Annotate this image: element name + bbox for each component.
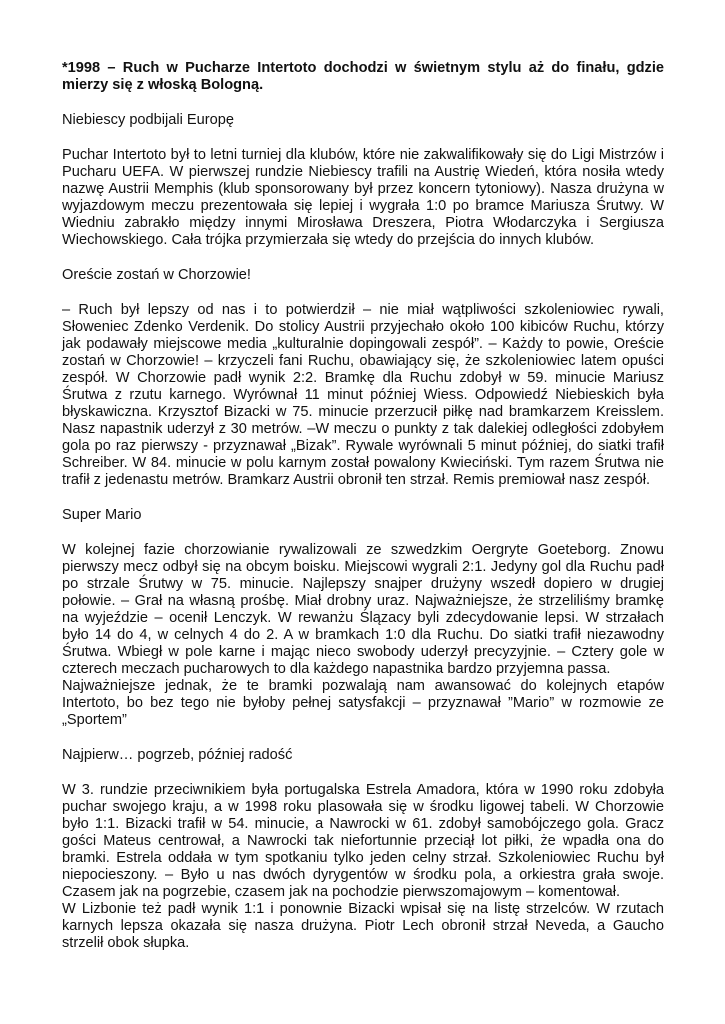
paragraph-oergryte-matches: W kolejnej fazie chorzowianie rywalizowali ze szwedzkim Oergryte Goeteborg. Znowu pierwszy mecz odbył się na obcym boisku. Miejscowi wygrali 2:1. Jedyny gol dla Ruchu padł po strzale Śrutwy w 75. minucie. Najlepszy snajper drużyny wszedł dopiero w drugiej połowie. – Grał na własną prośbę. Miał drobny uraz. Najważniejsze, że strzeliliśmy bramkę na wyjeździe – ocenił Lenczyk. W rewanżu Ślązacy byli zdecydowanie lepsi. W strzałach było 14 do 4, w celnych 4 do 2. A w bramkach 1:0 dla Ruchu. Do siatki trafił niezawodny Śrutwa. Wbiegł w pole karne i mając nieco swobody uderzył precyzyjnie. – Cztery gole w czterech meczach pucharowych to dla każdego napastnika bardzo przyjemna passa. [62, 542, 664, 677]
section-heading-orescie: Oreście zostań w Chorzowie! [62, 267, 251, 283]
section-heading-pogrzeb: Najpierw… pogrzeb, później radość [62, 747, 293, 763]
paragraph-estrela-lizbona: W Lizbonie też padł wynik 1:1 i ponownie Bizacki wpisał się na listę strzelców. W rzutach karnych lepsza okazała się nasza drużyna. Piotr Lech obronił strzał Neveda, a Gaucho strzelił obok słupka. [62, 901, 664, 951]
document-page [62, 60, 664, 970]
article-headline: *1998 – Ruch w Pucharze Intertoto dochodzi w świetnym stylu aż do finału, gdzie mierzy się z włoską Bologną. [62, 60, 664, 93]
section-heading-niebiescy: Niebiescy podbijali Europę [62, 112, 234, 128]
paragraph-austria-matches: – Ruch był lepszy od nas i to potwierdził – nie miał wątpliwości szkoleniowiec rywali, Słoweniec Zdenko Verdenik. Do stolicy Austrii przyjechało około 100 kibiców Ruchu, którzy jak podawały miejscowe media „kulturalnie dopingowali zespół”. – Każdy to powie, Oreście zostań w Chorzowie! – krzyczeli fani Ruchu, obawiający się, że szkoleniowiec latem opuści zespół. W Chorzowie padł wynik 2:2. Bramkę dla Ruchu zdobył w 59. minucie Mariusz Śrutwa z rzutu karnego. Wyrównał 11 minut później Wiess. Odpowiedź Niebieskich była błyskawiczna. Krzysztof Bizacki w 75. minucie przerzucił piłkę nad bramkarzem Kreisslem. Nasz napastnik uderzył z 30 metrów. –W meczu o punkty z tak dalekiej odległości zdobyłem gola po raz pierwszy - przyznawał „Bizak”. Rywale wyrównali 5 minut później, do siatki trafił Schreiber. W 84. minucie w polu karnym został powalony Kwieciński. Tym razem Śrutwa nie trafił z jedenastu metrów. Bramkarz Austrii obronił ten strzał. Remis premiował nasz zespół. [62, 302, 664, 488]
paragraph-intertoto-intro: Puchar Intertoto był to letni turniej dla klubów, które nie zakwalifikowały się do Ligi Mistrzów i Pucharu UEFA. W pierwszej rundzie Niebiescy trafili na Austrię Wiedeń, która nosiła wtedy nazwę Austrii Memphis (klub sponsorowany był przez koncern tytoniowy). Nasza drużyna w wyjazdowym meczu prezentowała się lepiej i wygrała 1:0 po bramce Mariusza Śrutwy. W Wiedniu zabrakło między innymi Mirosława Dreszera, Piotra Włodarczyka i Sergiusza Wiechowskiego. Cała trójka przymierzała się wtedy do przejścia do innych klubów. [62, 147, 664, 248]
paragraph-mario-quote: Najważniejsze jednak, że te bramki pozwalają nam awansować do kolejnych etapów Intertoto, bo bez tego nie byłoby pełnej satysfakcji – przyznawał ”Mario” w rozmowie ze „Sportem” [62, 678, 664, 728]
section-heading-super-mario: Super Mario [62, 507, 142, 523]
paragraph-estrela-chorzow: W 3. rundzie przeciwnikiem była portugalska Estrela Amadora, która w 1990 roku zdobyła puchar swojego kraju, a w 1998 roku plasowała się w środku ligowej tabeli. W Chorzowie było 1:1. Bizacki trafił w 54. minucie, a Nawrocki w 61. zdobył samobójczego gola. Gracz gości Mateus centrował, a Nawrocki tak niefortunnie przeciął lot piłki, że wpadła ona do bramki. Estrela oddała w tym spotkaniu tylko jeden celny strzał. Szkoleniowiec Ruchu był niepocieszony. – Było u nas dwóch dyrygentów w środku pola, a orkiestra grała swoje. Czasem jak na pogrzebie, czasem jak na pochodzie pierwszomajowym – komentował. [62, 782, 664, 900]
